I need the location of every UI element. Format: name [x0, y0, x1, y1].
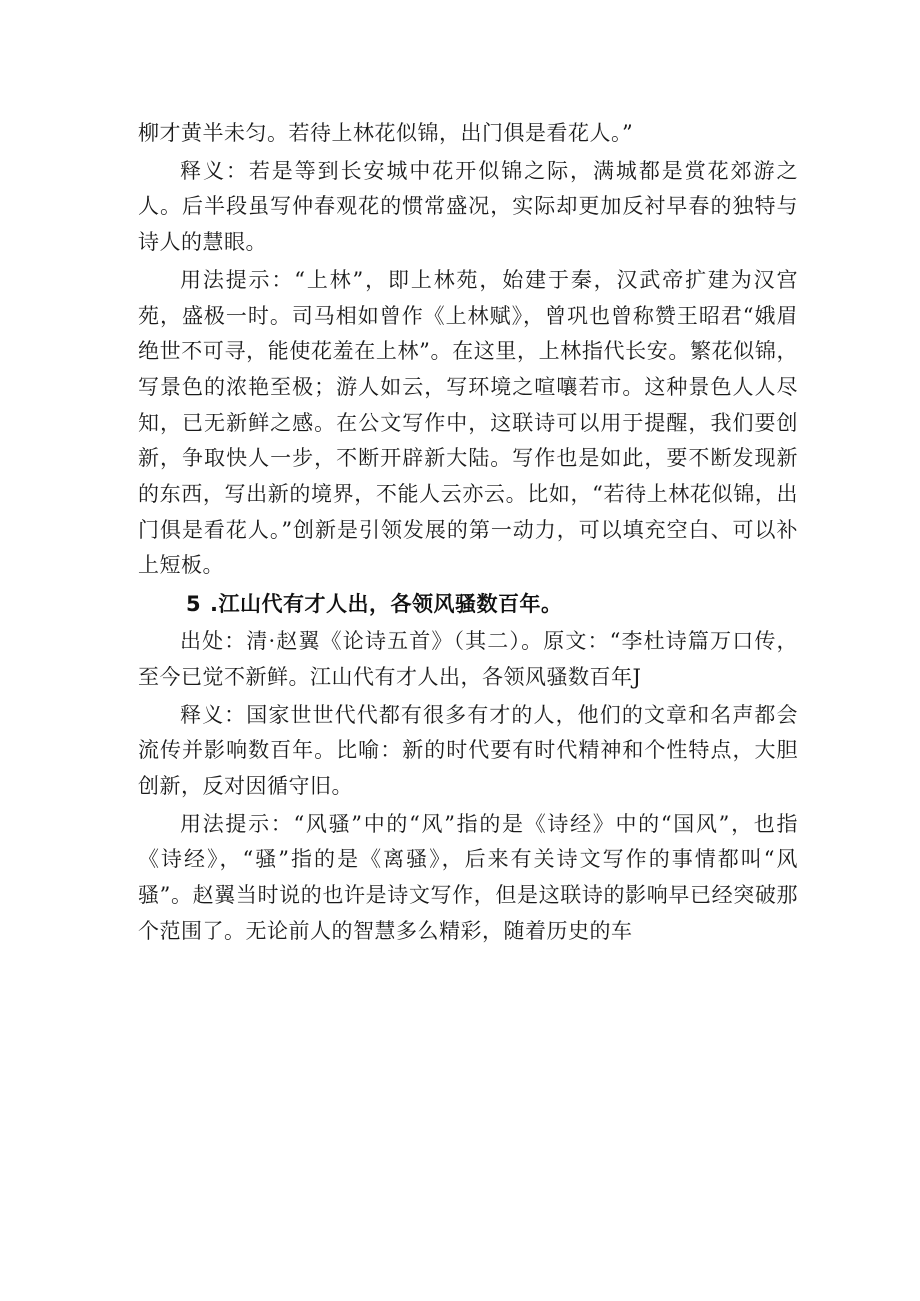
paragraph-quote-end: 柳才黄半未匀。若待上林花似锦，出门俱是看花人。”: [138, 121, 634, 145]
paragraph-source: 出处：清·赵翼《论诗五首》（其二）。原文：“李杜诗篇万口传，至今已觉不新鲜。江山代有才人出，各领风骚数百年J: [138, 629, 798, 689]
paragraph-usage-tip: 用法提示：“上林”，即上林苑，始建于秦，汉武帝扩建为汉宫苑，盛极一时。司马相如曾作《上林赋》，曾巩也曾称赞王昭君“娥眉绝世不可寻，能使花羞在上林”。在这里，上林指代长安。繁花似锦，写景色的浓艳至极；游人如云，写环境之喧嚷若市。这种景色人人尽知，已无新鲜之感。在公文写作中，这联诗可以用于提醒，我们要创新，争取快人一步，不断开辟新大陆。写作也是如此，要不断发现新的东西，写出新的境界，不能人云亦云。比如，“若待上林花似锦，出门俱是看花人。”创新是引领发展的第一动力，可以填充空白、可以补上短板。: [138, 267, 798, 578]
paragraph-explanation-2: 释义：国家世世代代都有很多有才的人，他们的文章和名声都会流传并影响数百年。比喻：新的时代要有时代精神和个性特点，大胆创新，反对因循守旧。: [138, 702, 798, 798]
section-number: 5: [186, 592, 202, 617]
section-heading: [138, 584, 798, 624]
paragraph-usage-tip-2: 用法提示：“风骚”中的“风”指的是《诗经》中的“国风”，也指《诗经》，“骚”指的是《离骚》，后来有关诗文写作的事情都叫“风骚”。赵翼当时说的也许是诗文写作，但是这联诗的影响早已经突破那个范围了。无论前人的智慧多么精彩，随着历史的车: [138, 811, 798, 943]
section-title: .江山代有才人出，各领风骚数百年。: [210, 592, 563, 617]
paragraph-explanation: 释义：若是等到长安城中花开似锦之际，满城都是赏花郊游之人。后半段虽写仲春观花的惯常盛况，实际却更加反衬早春的独特与诗人的慧眼。: [138, 158, 798, 255]
document-page: [138, 116, 798, 949]
